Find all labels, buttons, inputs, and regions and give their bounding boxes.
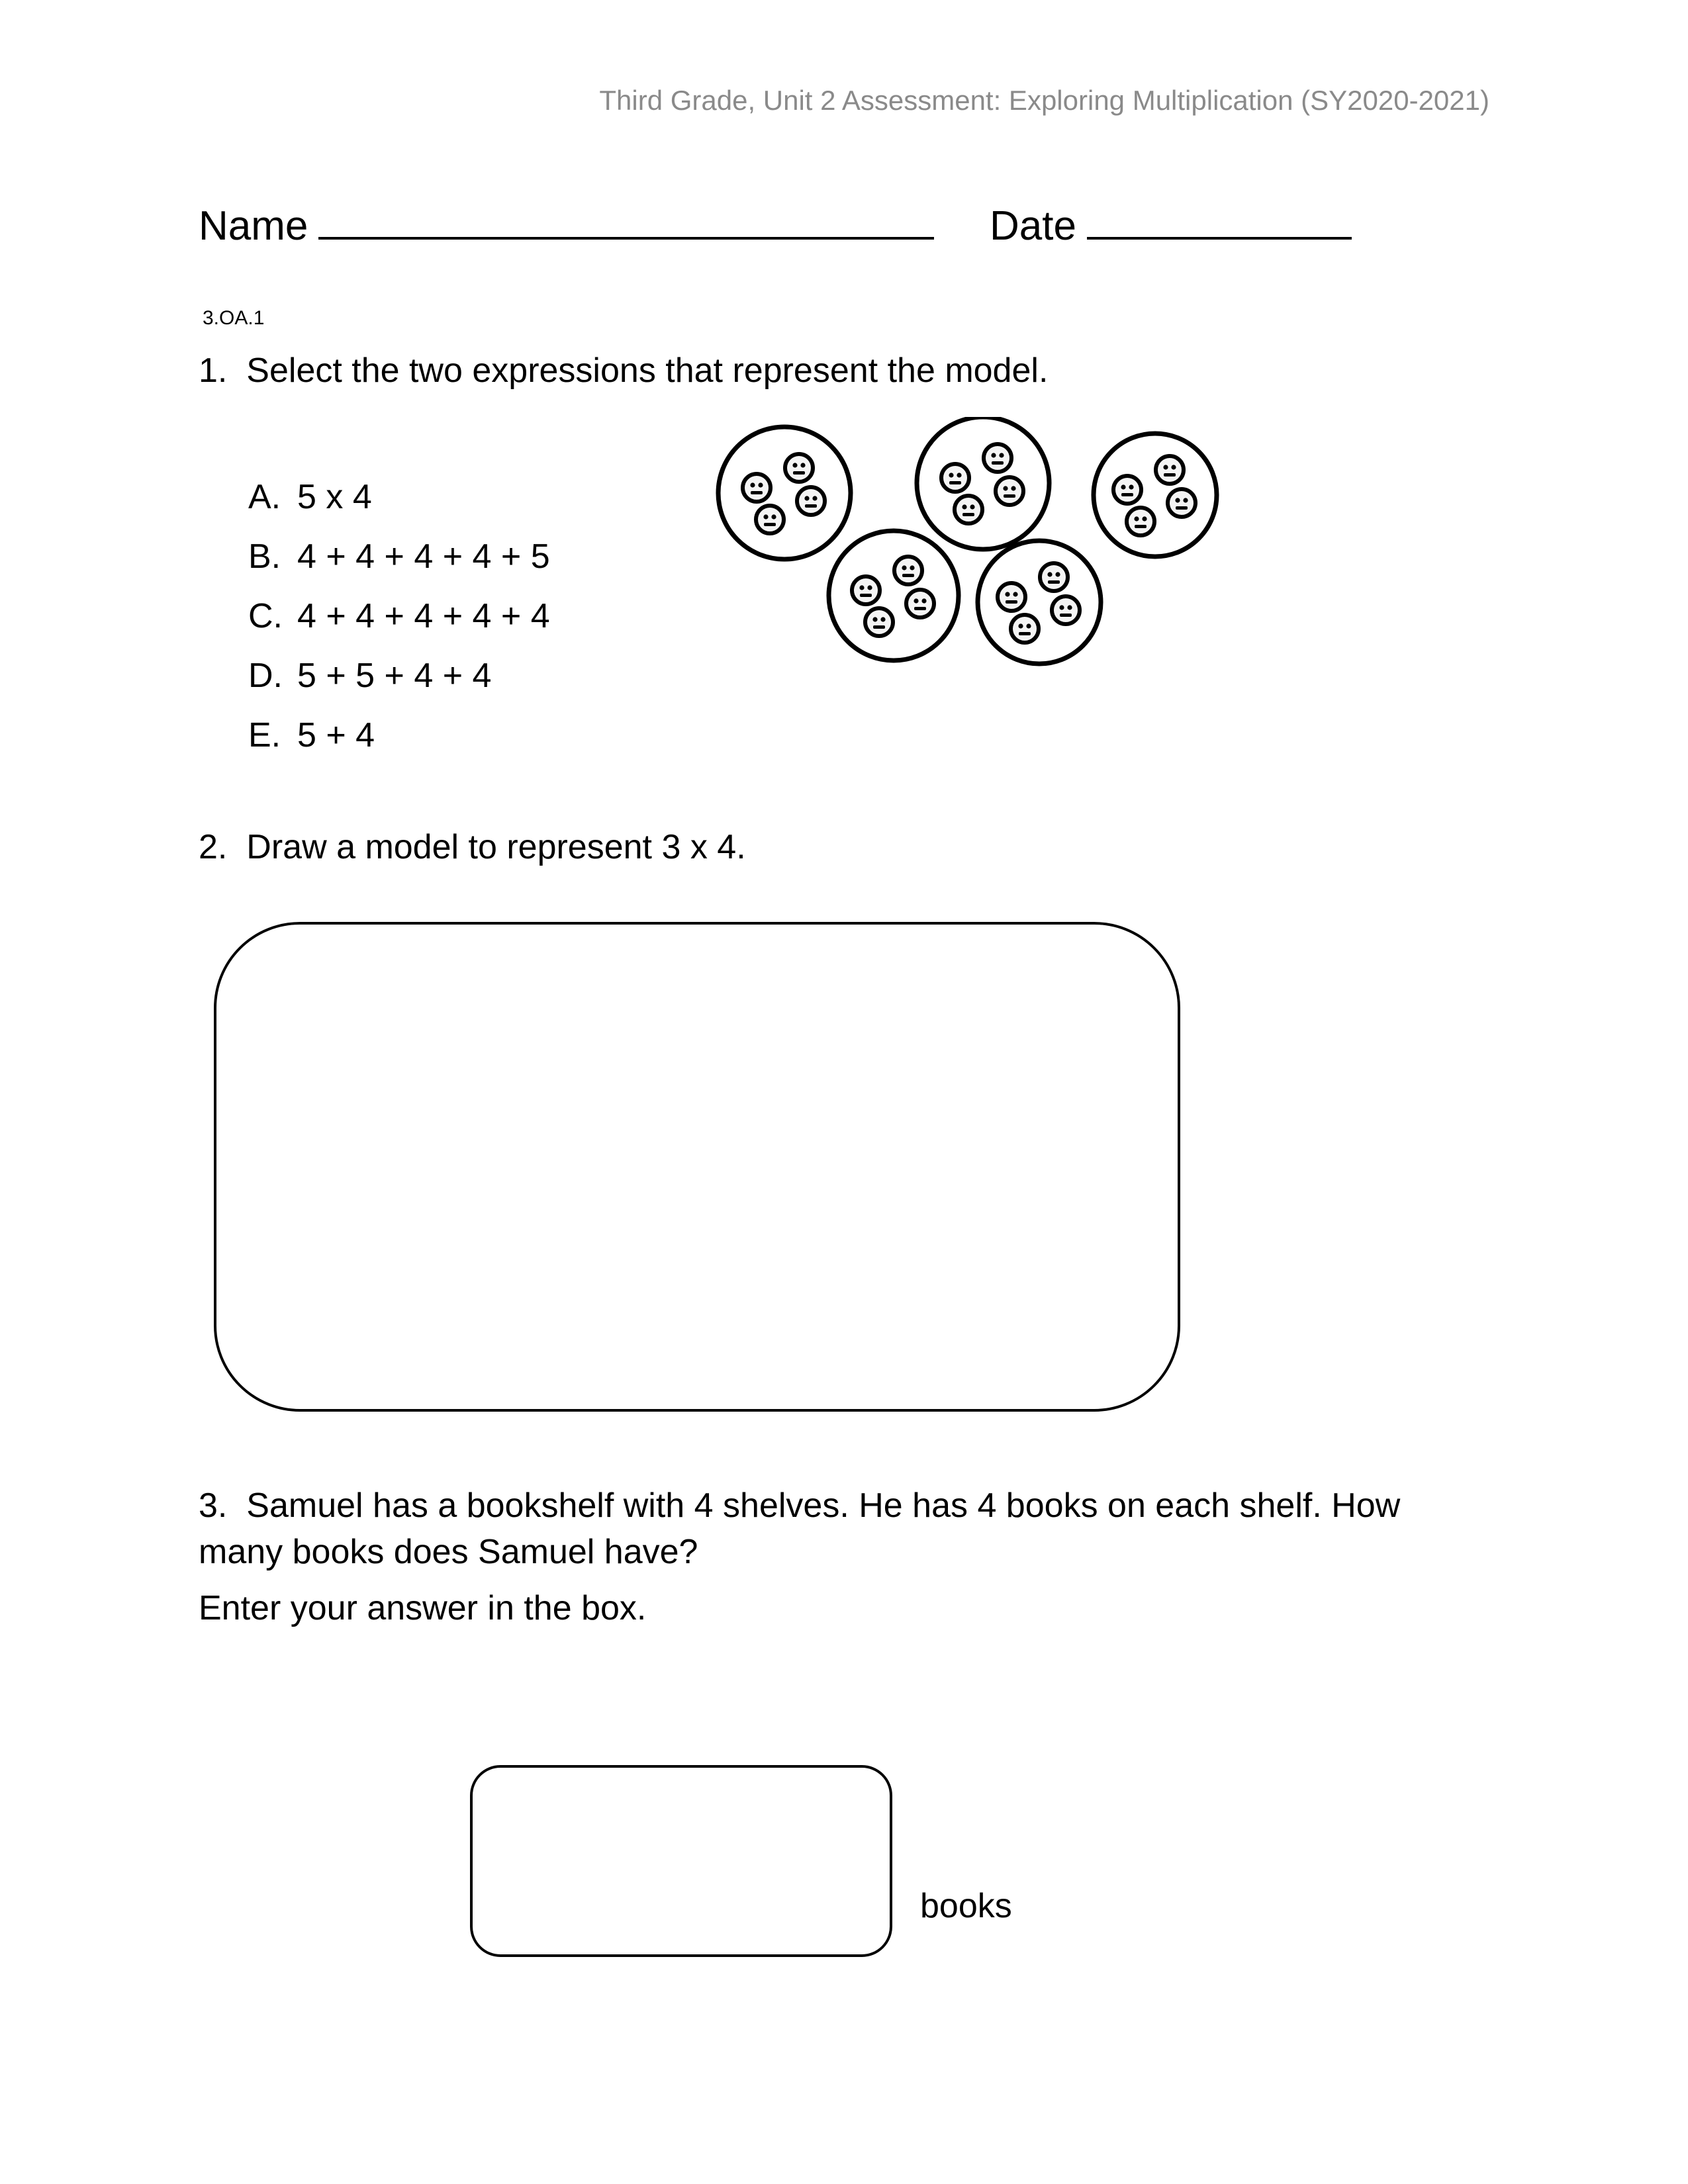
group-circle (718, 427, 851, 559)
option-e[interactable]: E. 5 + 4 (248, 716, 375, 754)
question-3-instruction: Enter your answer in the box. (199, 1589, 647, 1627)
smiley-face-icon (984, 444, 1011, 472)
option-d[interactable]: D. 5 + 5 + 4 + 4 (248, 657, 492, 695)
name-label: Name (199, 203, 308, 249)
option-b[interactable]: B. 4 + 4 + 4 + 4 + 5 (248, 537, 550, 576)
smiley-face-icon (797, 487, 825, 515)
question-3 (199, 1482, 1489, 1575)
smiley-face-icon (865, 608, 893, 636)
question-1-prompt: Select the two expressions that represent the model. (246, 351, 1049, 390)
group-circle (917, 417, 1049, 549)
answer-unit-label: books (920, 1887, 1012, 1925)
smiley-face-icon (1052, 596, 1080, 624)
option-a[interactable]: A. 5 x 4 (248, 478, 372, 516)
question-2 (199, 827, 746, 867)
smiley-face-icon (1156, 456, 1184, 484)
group-circle (829, 531, 959, 660)
smiley-face-icon (1127, 508, 1154, 535)
smiley-face-icon (998, 583, 1025, 611)
standard-code: 3.OA.1 (203, 307, 265, 329)
smiley-face-icon (1168, 489, 1196, 517)
question-2-prompt: Draw a model to represent 3 x 4. (246, 828, 746, 866)
smiley-face-icon (1040, 563, 1068, 591)
smiley-face-icon (941, 464, 969, 492)
model-group (1094, 433, 1217, 557)
question-1-options (248, 467, 550, 765)
smiley-face-icon (1011, 615, 1039, 643)
date-label: Date (990, 203, 1076, 249)
question-3-number: 3. (199, 1486, 228, 1525)
equal-groups-model (708, 417, 1258, 715)
model-group (978, 541, 1101, 664)
smiley-face-icon (785, 454, 813, 482)
model-group (718, 427, 851, 559)
question-1 (199, 351, 1048, 390)
question-3-prompt: Samuel has a bookshelf with 4 shelves. He has 4 books on each shelf. How many books does Samuel have? (199, 1486, 1401, 1571)
smiley-face-icon (852, 576, 880, 604)
date-field (990, 199, 1352, 250)
smiley-face-icon (955, 496, 982, 523)
date-blank[interactable] (1087, 199, 1352, 240)
group-circle (1094, 433, 1217, 557)
smiley-face-icon (743, 474, 771, 502)
smiley-face-icon (756, 506, 784, 533)
drawing-area[interactable] (214, 922, 1180, 1412)
model-group (917, 417, 1049, 549)
model-group (829, 531, 959, 660)
smiley-face-icon (894, 557, 922, 584)
smiley-face-icon (996, 477, 1023, 505)
question-2-number: 2. (199, 828, 228, 866)
name-field (199, 199, 934, 250)
smiley-face-icon (1113, 476, 1141, 504)
question-1-number: 1. (199, 351, 228, 390)
name-blank[interactable] (318, 199, 934, 240)
page-header: Third Grade, Unit 2 Assessment: Exploring Multiplication (SY2020-2021) (599, 85, 1489, 116)
group-circle (978, 541, 1101, 664)
answer-input-box[interactable] (470, 1765, 892, 1957)
smiley-face-icon (906, 590, 934, 617)
option-c[interactable]: C. 4 + 4 + 4 + 4 + 4 (248, 597, 550, 635)
